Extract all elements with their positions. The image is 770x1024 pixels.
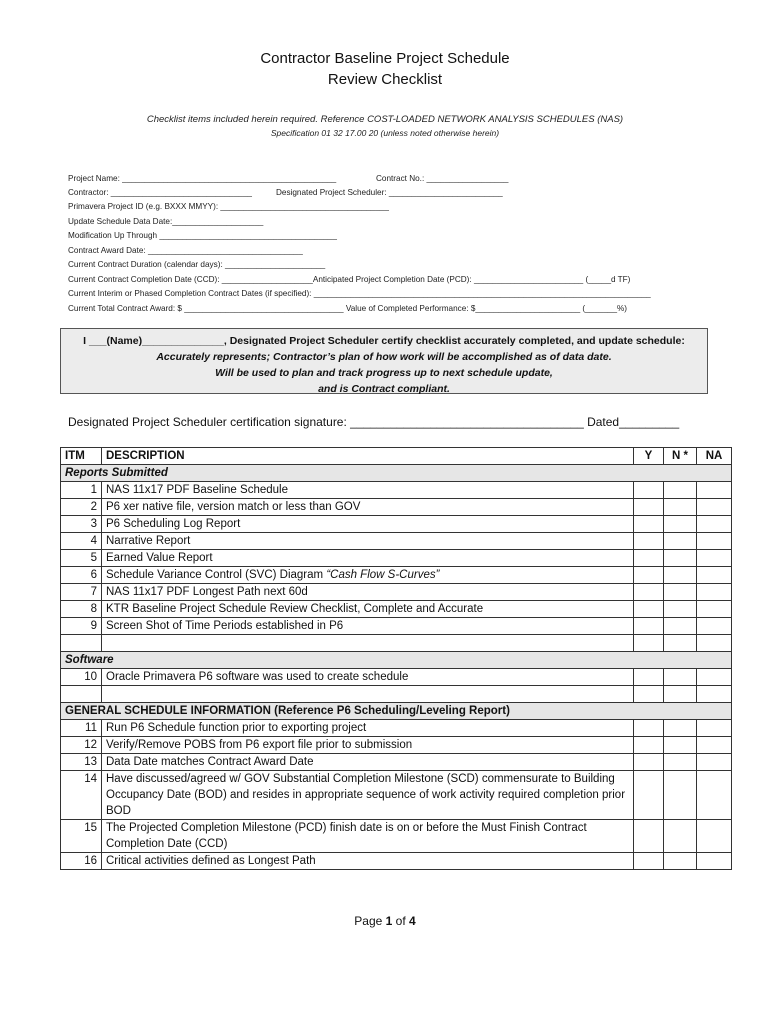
checklist-table [60, 447, 732, 870]
cert-line-4: and is Contract compliant. [318, 383, 450, 395]
y-checkbox-cell[interactable] [634, 853, 664, 870]
table-row [61, 820, 732, 853]
table-row [61, 618, 732, 635]
na-checkbox-cell[interactable] [697, 550, 732, 567]
header-na: NA [697, 448, 732, 465]
item-number: 9 [61, 618, 102, 635]
n-checkbox-cell[interactable] [664, 669, 697, 686]
y-checkbox-cell[interactable] [634, 516, 664, 533]
cert-line-3: Will be used to plan and track progress up to next schedule update, [215, 367, 553, 379]
na-checkbox-cell[interactable] [697, 754, 732, 771]
blank-row [61, 686, 732, 703]
n-checkbox-cell[interactable] [664, 533, 697, 550]
y-checkbox-cell[interactable] [634, 601, 664, 618]
item-number: 5 [61, 550, 102, 567]
table-row [61, 754, 732, 771]
table-row [61, 567, 732, 584]
y-checkbox-cell[interactable] [634, 618, 664, 635]
y-checkbox-cell[interactable] [634, 584, 664, 601]
section-title: Reports Submitted [61, 465, 732, 482]
table-row [61, 720, 732, 737]
table-row [61, 601, 732, 618]
item-description: Run P6 Schedule function prior to exporting project [102, 720, 634, 737]
y-checkbox-cell[interactable] [634, 482, 664, 499]
blank-cell [634, 635, 664, 652]
section-title: GENERAL SCHEDULE INFORMATION (Reference P6 Scheduling/Leveling Report) [61, 703, 732, 720]
item-number: 13 [61, 754, 102, 771]
item-number: 14 [61, 771, 102, 820]
table-row [61, 853, 732, 870]
n-checkbox-cell[interactable] [664, 754, 697, 771]
table-row [61, 584, 732, 601]
field-contractor: Contractor: _______________________________ [68, 188, 252, 197]
blank-cell [102, 635, 634, 652]
page-subtitle: Review Checklist [327, 71, 443, 88]
item-number: 16 [61, 853, 102, 870]
item-number: 11 [61, 720, 102, 737]
n-checkbox-cell[interactable] [664, 567, 697, 584]
section-row [61, 703, 732, 720]
header-description: DESCRIPTION [102, 448, 634, 465]
blank-cell [664, 686, 697, 703]
n-checkbox-cell[interactable] [664, 550, 697, 567]
reference-note: Checklist items included herein required. Reference COST-LOADED NETWORK ANALYSIS SCHEDULES (NAS) [146, 114, 624, 125]
y-checkbox-cell[interactable] [634, 754, 664, 771]
blank-cell [664, 635, 697, 652]
header-n: N * [664, 448, 697, 465]
n-checkbox-cell[interactable] [664, 601, 697, 618]
item-description: Schedule Variance Control (SVC) Diagram “Cash Flow S-Curves” [102, 567, 634, 584]
item-description: The Projected Completion Milestone (PCD) finish date is on or before the Must Finish Contract Completion Date (CCD) [102, 820, 634, 853]
item-description: KTR Baseline Project Schedule Review Checklist, Complete and Accurate [102, 601, 634, 618]
y-checkbox-cell[interactable] [634, 737, 664, 754]
na-checkbox-cell[interactable] [697, 820, 732, 853]
y-checkbox-cell[interactable] [634, 771, 664, 820]
item-description: NAS 11x17 PDF Longest Path next 60d [102, 584, 634, 601]
table-row [61, 516, 732, 533]
table-row [61, 533, 732, 550]
na-checkbox-cell[interactable] [697, 737, 732, 754]
na-checkbox-cell[interactable] [697, 499, 732, 516]
n-checkbox-cell[interactable] [664, 853, 697, 870]
na-checkbox-cell[interactable] [697, 853, 732, 870]
item-description: Narrative Report [102, 533, 634, 550]
item-number: 4 [61, 533, 102, 550]
item-description: Oracle Primavera P6 software was used to create schedule [102, 669, 634, 686]
y-checkbox-cell[interactable] [634, 550, 664, 567]
n-checkbox-cell[interactable] [664, 820, 697, 853]
table-row [61, 482, 732, 499]
na-checkbox-cell[interactable] [697, 618, 732, 635]
item-number: 6 [61, 567, 102, 584]
item-number: 7 [61, 584, 102, 601]
signature-line: Designated Project Scheduler certification signature: ___________________________________ Dated_________ [68, 415, 680, 429]
item-number: 3 [61, 516, 102, 533]
field-primavera-id: Primavera Project ID (e.g. BXXX MMYY): _____________________________________ [68, 202, 389, 211]
na-checkbox-cell[interactable] [697, 567, 732, 584]
y-checkbox-cell[interactable] [634, 567, 664, 584]
na-checkbox-cell[interactable] [697, 516, 732, 533]
field-designated-scheduler: Designated Project Scheduler: _________________________ [276, 188, 503, 197]
item-description: P6 Scheduling Log Report [102, 516, 634, 533]
field-contract-award: Current Total Contract Award: $ ___________________________________ Value of Completed Performance: $_______________________ (_______%) [68, 304, 628, 313]
header-itm: ITM [61, 448, 102, 465]
na-checkbox-cell[interactable] [697, 771, 732, 820]
item-description: Data Date matches Contract Award Date [102, 754, 634, 771]
table-row [61, 550, 732, 567]
n-checkbox-cell[interactable] [664, 584, 697, 601]
table-row [61, 669, 732, 686]
page-number: Page 1 of 4 [354, 914, 416, 928]
header-y: Y [634, 448, 664, 465]
field-award-date: Contract Award Date: __________________________________ [68, 246, 303, 255]
item-number: 8 [61, 601, 102, 618]
item-number: 2 [61, 499, 102, 516]
na-checkbox-cell[interactable] [697, 584, 732, 601]
y-checkbox-cell[interactable] [634, 533, 664, 550]
field-project-name: Project Name: _______________________________________________ [68, 174, 337, 183]
item-description: P6 xer native file, version match or less than GOV [102, 499, 634, 516]
certification-box [60, 328, 708, 394]
field-duration: Current Contract Duration (calendar days): ______________________ [68, 260, 326, 269]
na-checkbox-cell[interactable] [697, 601, 732, 618]
blank-row [61, 635, 732, 652]
na-checkbox-cell[interactable] [697, 720, 732, 737]
table-row [61, 771, 732, 820]
section-row [61, 465, 732, 482]
n-checkbox-cell[interactable] [664, 737, 697, 754]
na-checkbox-cell[interactable] [697, 533, 732, 550]
blank-cell [697, 686, 732, 703]
na-checkbox-cell[interactable] [697, 669, 732, 686]
item-number: 1 [61, 482, 102, 499]
item-description: Screen Shot of Time Periods established in P6 [102, 618, 634, 635]
blank-cell [102, 686, 634, 703]
n-checkbox-cell[interactable] [664, 720, 697, 737]
item-description: Earned Value Report [102, 550, 634, 567]
field-contract-no: Contract No.: __________________ [376, 174, 509, 183]
section-row [61, 652, 732, 669]
blank-cell [634, 686, 664, 703]
n-checkbox-cell[interactable] [664, 771, 697, 820]
cert-line-2: Accurately represents; Contractor’s plan of how work will be accomplished as of data date. [156, 351, 612, 363]
table-row [61, 499, 732, 516]
section-title: Software [61, 652, 732, 669]
blank-cell [61, 686, 102, 703]
page-title: Contractor Baseline Project Schedule [260, 50, 510, 67]
item-number: 15 [61, 820, 102, 853]
item-description: Critical activities defined as Longest Path [102, 853, 634, 870]
cert-line-1: I ___(Name)______________, Designated Project Scheduler certify checklist accurately completed, and update schedule: [83, 335, 685, 347]
na-checkbox-cell[interactable] [697, 482, 732, 499]
blank-cell [61, 635, 102, 652]
item-description: Have discussed/agreed w/ GOV Substantial Completion Milestone (SCD) commensurate to Building Occupancy Date (BOD) and resides in appropriate sequence of work activity required completion prior BOD [102, 771, 634, 820]
field-ccd-pcd: Current Contract Completion Date (CCD): ____________________Anticipated Project Completion Date (PCD): ________________________ (_____d TF) [68, 275, 631, 284]
y-checkbox-cell[interactable] [634, 720, 664, 737]
n-checkbox-cell[interactable] [664, 516, 697, 533]
n-checkbox-cell[interactable] [664, 499, 697, 516]
item-number: 10 [61, 669, 102, 686]
item-number: 12 [61, 737, 102, 754]
blank-cell [697, 635, 732, 652]
specification-note: Specification 01 32 17.00 20 (unless noted otherwise herein) [270, 128, 500, 138]
field-update-date: Update Schedule Data Date:____________________ [68, 217, 264, 226]
table-row [61, 737, 732, 754]
item-description: Verify/Remove POBS from P6 export file prior to submission [102, 737, 634, 754]
y-checkbox-cell[interactable] [634, 820, 664, 853]
y-checkbox-cell[interactable] [634, 499, 664, 516]
table-header-row [61, 448, 732, 465]
field-interim-dates: Current Interim or Phased Completion Contract Dates (if specified): __________________________________________________________________________ [68, 289, 651, 298]
n-checkbox-cell[interactable] [664, 482, 697, 499]
n-checkbox-cell[interactable] [664, 618, 697, 635]
field-modification: Modification Up Through _______________________________________ [68, 231, 337, 240]
item-description: NAS 11x17 PDF Baseline Schedule [102, 482, 634, 499]
y-checkbox-cell[interactable] [634, 669, 664, 686]
